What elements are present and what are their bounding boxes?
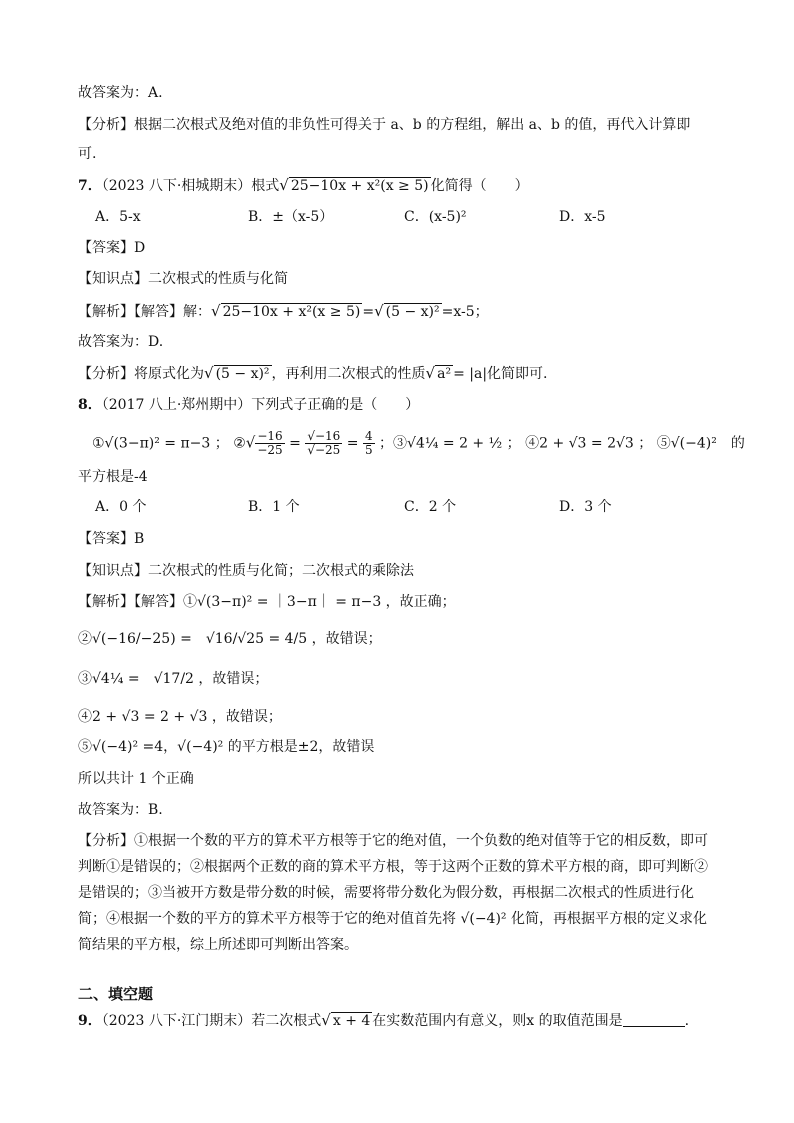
q8-analysis: 【分析】①根据一个数的平方的算术平方根等于它的绝对值，一个负数的绝对值等于它的相反数，即可判断①是错误的；②根据两个正数的商的算术平方根，等于这两个正数的算术平方根的商，即可判断②是错误的；③当被开方数是带分数的时候，需要将带分数化为假分数，再根据二次根式的性质进行化简；④根据一个数的平方的算术平方根等于它的绝对值首先将 √(−4)² 化简，再根据平方根的定义求化简结果的平方根，综上所述即可判断出答案。: [78, 833, 708, 953]
q7-solution-eq: =: [362, 304, 375, 320]
q7-analysis-rad: (5 − x)²: [215, 366, 270, 382]
q8-option-d: D．3 个: [559, 499, 612, 515]
q8-stem: [78, 396, 419, 414]
sqrt-icon: √: [374, 302, 384, 320]
q7-solution: [78, 302, 489, 321]
q7-stem: [78, 176, 529, 195]
q7-knowledge: 【知识点】二次根式的性质与化简: [78, 271, 288, 287]
sqrt-icon: √: [204, 364, 214, 382]
q8-expr5: ⑤√(−4)² 的: [656, 435, 745, 452]
q8-expr4: ④2 + √3 = 2√3 ；: [525, 435, 653, 452]
q9-radicand: x + 4: [332, 1013, 371, 1029]
q7-solution-rad1: 25−10x + x²(x ≥ 5): [222, 304, 361, 320]
q7-analysis-end: = |a|化简即可.: [453, 366, 548, 382]
q8-option-b: B．1 个: [248, 499, 300, 515]
q8-final: 故答案为：B.: [78, 802, 163, 818]
q9-stem: [78, 1011, 689, 1030]
q7-option-c: C．(x-5)²: [404, 209, 467, 225]
q8-knowledge: 【知识点】二次根式的性质与化简；二次根式的乘除法: [78, 563, 414, 579]
section-title: 二、填空题: [78, 985, 154, 1003]
q9-source: （2023 八下·江门期末）若二次根式: [101, 1013, 322, 1029]
q7-analysis-rad2: a²: [437, 366, 452, 382]
q9-end: .: [684, 1013, 690, 1029]
q8-expr2-rfrac: $\frac{√-16}{√-25}$: [307, 429, 341, 457]
q7-answer: 【答案】D: [78, 240, 146, 256]
q7-final: 故答案为：D.: [78, 334, 164, 350]
q8-solution-3: ③√4¼ = √17/2 ，故错误；: [78, 671, 269, 687]
q7-source: （2023 八下·相城期末）根式: [101, 178, 280, 194]
q8-solution-1: 【解析】【解答】①√(3−π)² = ｜3−π｜ = π−3 ，故正确；: [78, 594, 456, 610]
q7-solution-prefix: 【解析】【解答】解：: [78, 304, 211, 320]
sqrt-icon: √: [211, 302, 221, 320]
sqrt-icon: √: [245, 433, 256, 452]
q7-option-b: B．±（x-5）: [248, 209, 334, 225]
q7-number: 7．: [78, 178, 102, 194]
q8-expr3: ；③√4¼ = 2 + ½ ；: [379, 435, 521, 452]
q7-stem-end: 化简得（ ）: [430, 178, 529, 194]
q7-solution-rad2: (5 − x)²: [385, 304, 440, 320]
q8-solution-4: ④2 + √3 = 2 + √3 ，故错误；: [78, 709, 282, 725]
q7-solution-end: =x-5；: [441, 304, 489, 320]
sqrt-icon: √: [425, 364, 436, 382]
q8-expr2-ffrac: $\frac{4}{5}$: [364, 429, 373, 457]
q8-answer: 【答案】B: [78, 531, 145, 547]
q9-stem-end: 在实数范围内有意义，则x 的取值范围是: [372, 1013, 623, 1029]
q8-solution-6: 所以共计 1 个正确: [78, 771, 194, 787]
q6-analysis-line1: 【分析】根据二次根式及绝对值的非负性可得关于 a、b 的方程组，解出 a、b 的值，再代入计算即: [78, 117, 691, 133]
q8-solution-5: ⑤√(−4)² =4，√(−4)² 的平方根是±2，故错误: [78, 739, 375, 755]
q8-expr1: ①√(3−π)² = π−3 ；: [92, 435, 229, 452]
q7-analysis: [78, 364, 548, 383]
q8-stem-line2: 平方根是-4: [78, 469, 148, 485]
q9-number: 9．: [78, 1013, 102, 1029]
q8-expr2-frac: $\frac{-16}{-25}$: [257, 429, 283, 457]
q8-source: （2017 八上·郑州期中）下列式子正确的是（ ）: [101, 397, 420, 413]
sqrt-icon: √: [279, 176, 289, 194]
q8-number: 8．: [78, 397, 102, 413]
q8-solution-2: ②√(−16/−25) = √16/√25 = 4/5 ，故错误；: [78, 631, 382, 647]
q6-answer: 故答案为：A.: [78, 85, 163, 101]
sqrt-icon: √: [321, 1011, 331, 1029]
q7-option-a: A．5-x: [95, 209, 141, 225]
q7-radicand: 25−10x + x²(x ≥ 5): [290, 178, 429, 194]
q6-analysis-line2: 可.: [78, 146, 97, 162]
answer-blank[interactable]: [623, 1012, 685, 1027]
q8-expr2-label: ②: [233, 435, 246, 452]
q7-option-d: D．x-5: [559, 209, 606, 225]
q8-option-a: A．0 个: [95, 499, 147, 515]
q8-option-c: C．2 个: [404, 499, 457, 515]
q7-analysis-mid: ，再利用二次根式的性质: [271, 366, 426, 382]
q7-analysis-prefix: 【分析】将原式化为: [78, 366, 204, 382]
q8-expressions: ①√(3−π)² = π−3 ； ②√ $\frac{-16}{-25}$ = $\frac{√-16}{√-25}$ = $\frac{4}{5}$ ；③√4¼ = 2 + ½ ； ④2 + √3 = 2√3 ； ⑤√(−4)² 的: [92, 429, 745, 457]
